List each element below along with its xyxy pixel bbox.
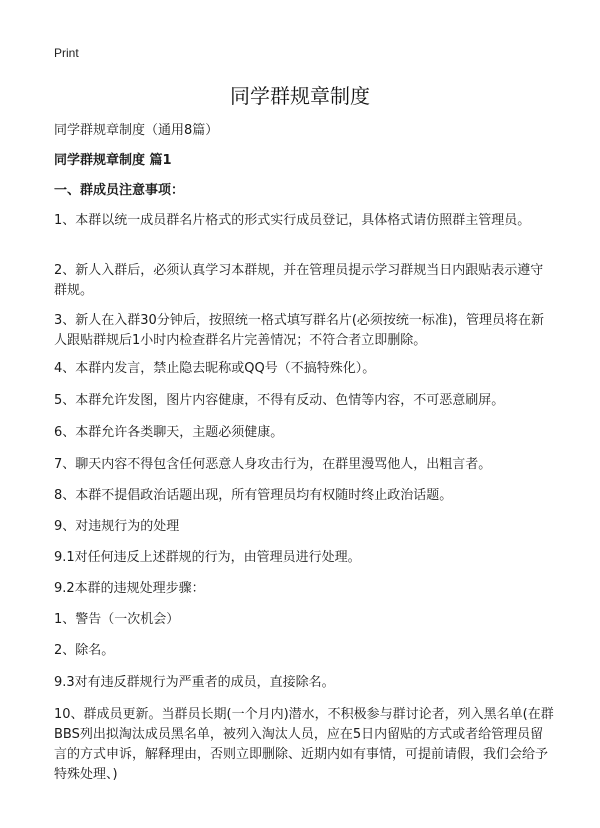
section-heading: 同学群规章制度 篇1: [54, 153, 172, 168]
paragraph-step-2: 2、除名。: [54, 643, 115, 658]
paragraph-step-1: 1、警告（一次机会）: [54, 612, 180, 627]
paragraph-rule-10: 10、群成员更新。当群员长期(一个月内)潜水，不积极参与群讨论者，列入黑名单(在群BBS列出拟淘汰成员黑名单，被列入淘汰人员，应在5日内留贴的方式或者给管理员留言的方式申诉，解释理由，否则立即删除、近期内如有事情，可提前请假，我们会给予特殊处理、): [54, 707, 554, 782]
paragraph-rule-9-3: 9.3对有违反群规行为严重者的成员，直接除名。: [54, 675, 335, 690]
paragraph-rule-1: 1、本群以统一成员群名片格式的形式实行成员登记，具体格式请仿照群主管理员。: [54, 213, 531, 228]
print-link[interactable]: Print: [54, 46, 79, 60]
paragraph-rule-9: 9、对违规行为的处理: [54, 519, 180, 534]
paragraph-rule-9-1: 9.1对任何违反上述群规的行为，由管理员进行处理。: [54, 550, 361, 565]
paragraph-rule-8: 8、本群不提倡政治话题出现，所有管理员均有权随时终止政治话题。: [54, 488, 453, 503]
document-title: 同学群规章制度: [230, 84, 370, 108]
paragraph-rule-9-2: 9.2本群的违规处理步骤：: [54, 581, 205, 596]
document-subtitle: 同学群规章制度（通用8篇）: [54, 123, 219, 138]
paragraph-rule-4: 4、本群内发言，禁止隐去昵称或QQ号（不搞特殊化）。: [54, 361, 376, 376]
paragraph-rule-2: 2、新人入群后，必须认真学习本群规，并在管理员提示学习群规当日内跟贴表示遵守群规。: [54, 263, 544, 298]
paragraph-rule-5: 5、本群允许发图，图片内容健康，不得有反动、色情等内容，不可恶意刷屏。: [54, 393, 505, 408]
paragraph-rule-7: 7、聊天内容不得包含任何恶意人身攻击行为，在群里漫骂他人，出粗言者。: [54, 457, 492, 472]
paragraph-rule-3: 3、新人在入群30分钟后，按照统一格式填写群名片(必须按统一标准)，管理员将在新人跟贴群规后1小时内检查群名片完善情况；不符合者立即删除。: [54, 313, 544, 348]
paragraph-rule-6: 6、本群允许各类聊天，主题必须健康。: [54, 425, 284, 440]
sub-heading: 一、群成员注意事项：: [54, 183, 185, 198]
